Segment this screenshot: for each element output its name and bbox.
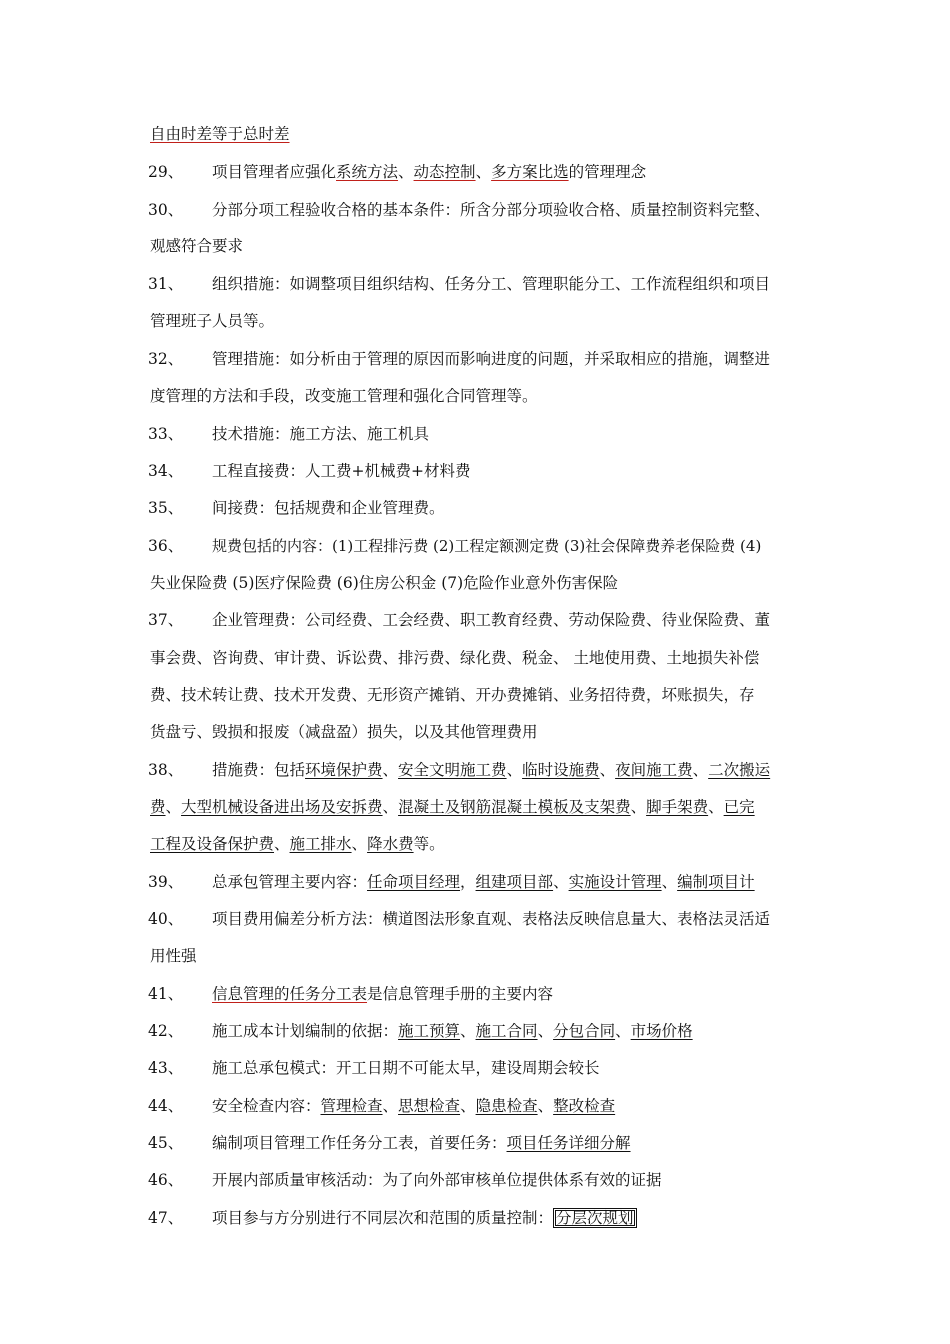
underlined-run: 项目任务详细分解 xyxy=(506,1134,631,1152)
item-text-46: 开展内部质量审核活动：为了向外部审核单位提供体系有效的证据 xyxy=(212,1171,662,1189)
underlined-run: 动态控制 xyxy=(413,163,476,181)
underlined-run: 隐患检查 xyxy=(475,1097,538,1115)
text-run: 、 xyxy=(382,1097,399,1115)
underlined-run: 组建项目部 xyxy=(475,873,554,891)
item-number: 43、 xyxy=(148,1059,184,1077)
item-number: 40、 xyxy=(148,910,184,928)
underlined-run: 整改检查 xyxy=(553,1097,616,1115)
item-text-37: 企业管理费：公司经费、工会经费、职工教育经费、劳动保险费、待业保险费、董 xyxy=(212,611,771,629)
item-number: 29、 xyxy=(148,163,184,181)
text-run: 是信息管理手册的主要内容 xyxy=(367,985,554,1003)
item-number: 42、 xyxy=(148,1022,184,1040)
underlined-run: 费 xyxy=(150,798,166,816)
item-text-36-cont: 失业保险费 (5)医疗保险费 (6)住房公积金 (7)危险作业意外伤害保险 xyxy=(150,574,619,592)
item-text-43: 施工总承包模式：开工日期不可能太早，建设周期会较长 xyxy=(212,1059,600,1077)
underlined-run: 工程及设备保护费 xyxy=(150,835,275,853)
underlined-run: 管理检查 xyxy=(320,1097,383,1115)
item-number: 37、 xyxy=(148,611,184,629)
text-run: 、 xyxy=(382,798,399,816)
text-run: 、 xyxy=(537,1022,554,1040)
text-run: 、 xyxy=(661,873,678,891)
text-run: 、 xyxy=(165,798,182,816)
item-number: 35、 xyxy=(148,499,184,517)
underlined-run: 降水费 xyxy=(367,835,414,853)
underlined-run: 环境保护费 xyxy=(305,761,383,779)
item-text-37-cont2: 费、技术转让费、技术开发费、无形资产摊销、开办费摊销、业务招待费，坏账损失，存 xyxy=(150,686,755,704)
underlined-run: 脚手架费 xyxy=(646,798,709,816)
text-run: 项目参与方分别进行不同层次和范围的质量控制： xyxy=(212,1209,554,1227)
text-run: 、 xyxy=(398,163,414,181)
item-number: 44、 xyxy=(148,1097,184,1115)
item-number: 47、 xyxy=(148,1209,184,1227)
item-text-41 xyxy=(212,984,553,1004)
text-run: 、 xyxy=(475,163,492,181)
text-run: 、 xyxy=(537,1097,554,1115)
underlined-run: 混凝土及钢筋混凝土模板及支架费 xyxy=(398,798,631,816)
item-text-38-cont2 xyxy=(150,834,445,854)
underlined-run: 已完 xyxy=(723,798,755,816)
item-number: 34、 xyxy=(148,462,184,480)
text-run: 、 xyxy=(708,798,724,816)
text-run: 、 xyxy=(615,1022,631,1040)
item-text-37-cont3: 货盘亏、毁损和报废（减盘盈）损失，以及其他管理费用 xyxy=(150,723,538,741)
item-text-34: 工程直接费：人工费+机械费+材料费 xyxy=(212,462,471,480)
item-text-29 xyxy=(212,162,646,182)
text-run: 的管理理念 xyxy=(568,163,647,181)
text-run: 、 xyxy=(553,873,569,891)
item-text-38 xyxy=(212,760,770,780)
text-run: 、 xyxy=(274,835,290,853)
boxed-run: 分层次规划 xyxy=(553,1208,637,1228)
text-run: ， xyxy=(460,873,476,891)
item-text-31-cont: 管理班子人员等。 xyxy=(150,312,275,330)
underlined-run: 临时设施费 xyxy=(522,761,600,779)
item-text-40-cont: 用性强 xyxy=(150,947,197,965)
text-run: 、 xyxy=(460,1097,476,1115)
item-number: 38、 xyxy=(148,761,184,779)
text-run: 安全检查内容： xyxy=(212,1097,321,1115)
item-number: 36、 xyxy=(148,537,184,555)
underlined-run: 分包合同 xyxy=(553,1022,616,1040)
underlined-run: 实施设计管理 xyxy=(568,873,662,891)
item-number: 32、 xyxy=(148,350,184,368)
underlined-run: 施工合同 xyxy=(475,1022,538,1040)
text-run: 、 xyxy=(630,798,647,816)
item-text-33: 技术措施：施工方法、施工机具 xyxy=(212,425,430,443)
item-number: 41、 xyxy=(148,985,184,1003)
item-text-30-cont: 观感符合要求 xyxy=(150,237,244,255)
item-text-42 xyxy=(212,1021,693,1041)
underlined-run: 任命项目经理 xyxy=(367,873,461,891)
text-run: 施工成本计划编制的依据： xyxy=(212,1022,399,1040)
item-number: 31、 xyxy=(148,275,184,293)
item-text-36: 规费包括的内容：(1)工程排污费 (2)工程定额测定费 (3)社会保障费养老保险费 (4) xyxy=(212,537,762,555)
item-text-32: 管理措施：如分析由于管理的原因而影响进度的问题，并采取相应的措施，调整进 xyxy=(212,350,771,368)
item-text-47 xyxy=(212,1208,637,1228)
underlined-run: 安全文明施工费 xyxy=(398,761,507,779)
text-run: 、 xyxy=(351,835,368,853)
intro-text: 自由时差等于总时差 xyxy=(150,125,290,143)
item-text-38-cont1 xyxy=(150,797,755,817)
text-run: 、 xyxy=(460,1022,476,1040)
item-text-39 xyxy=(212,872,755,892)
item-text-31: 组织措施：如调整项目组织结构、任务分工、管理职能分工、工作流程组织和项目 xyxy=(212,275,771,293)
item-text-32-cont: 度管理的方法和手段，改变施工管理和强化合同管理等。 xyxy=(150,387,538,405)
underlined-run: 夜间施工费 xyxy=(615,761,693,779)
text-run: 、 xyxy=(506,761,523,779)
item-number: 45、 xyxy=(148,1134,184,1152)
item-text-37-cont1: 事会费、咨询费、审计费、诉讼费、排污费、绿化费、税金、 土地使用费、土地损失补偿 xyxy=(150,649,760,667)
underlined-run: 施工预算 xyxy=(398,1022,461,1040)
text-run: 措施费：包括 xyxy=(212,761,306,779)
item-text-45 xyxy=(212,1133,631,1153)
text-run: 编制项目管理工作任务分工表，首要任务： xyxy=(212,1134,507,1152)
item-number: 30、 xyxy=(148,201,184,219)
text-run: 总承包管理主要内容： xyxy=(212,873,368,891)
underlined-run: 编制项目计 xyxy=(677,873,755,891)
text-run: 等。 xyxy=(413,835,445,853)
text-run: 、 xyxy=(692,761,709,779)
underlined-run: 施工排水 xyxy=(289,835,352,853)
underlined-run: 大型机械设备进出场及安拆费 xyxy=(181,798,383,816)
underlined-run: 思想检查 xyxy=(398,1097,461,1115)
item-text-35: 间接费：包括规费和企业管理费。 xyxy=(212,499,445,517)
item-number: 33、 xyxy=(148,425,184,443)
text-run: 、 xyxy=(599,761,616,779)
item-number: 39、 xyxy=(148,873,184,891)
underlined-run: 多方案比选 xyxy=(491,163,569,181)
item-text-30: 分部分项工程验收合格的基本条件：所含分部分项验收合格、质量控制资料完整、 xyxy=(212,201,771,219)
item-text-44 xyxy=(212,1096,615,1116)
text-run: 、 xyxy=(382,761,399,779)
item-text-40: 项目费用偏差分析方法：横道图法形象直观、表格法反映信息量大、表格法灵活适 xyxy=(212,910,771,928)
underlined-run: 二次搬运 xyxy=(708,761,771,779)
item-number: 46、 xyxy=(148,1171,184,1189)
underlined-run: 系统方法 xyxy=(336,163,399,181)
intro-line xyxy=(150,124,290,144)
underlined-run: 市场价格 xyxy=(630,1022,693,1040)
underlined-run: 信息管理的任务分工表 xyxy=(212,985,368,1003)
text-run: 项目管理者应强化 xyxy=(212,163,337,181)
